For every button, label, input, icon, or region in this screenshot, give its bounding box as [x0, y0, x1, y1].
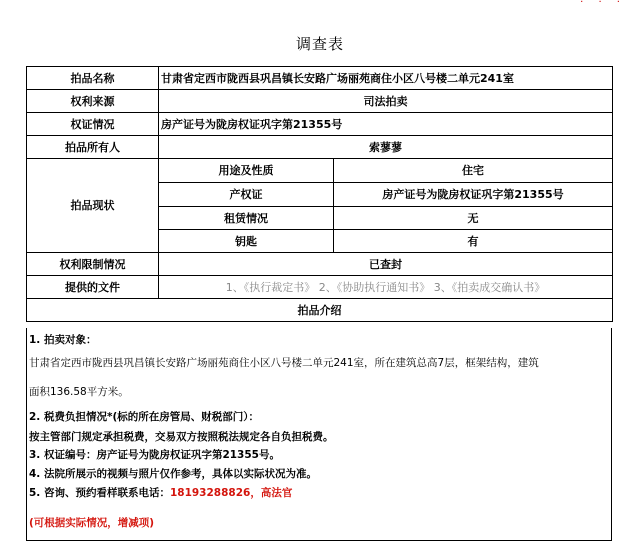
lot-name-value: 甘肃省定西市陇西县巩昌镇长安路广场丽苑商住小区八号楼二单元241室: [159, 67, 613, 90]
restriction-value: 已查封: [159, 253, 613, 276]
intro-line-5: 按主管部门规定承担税费，交易双方按照税法规定各自负担税费。: [29, 431, 334, 443]
intro-line-8: [29, 485, 292, 500]
rights-source-value: 司法拍卖: [159, 90, 613, 113]
page-title: 调查表: [295, 35, 344, 53]
lot-name-row: [27, 67, 613, 90]
certificate-value: 房产证号为陇房权证巩字第21355号: [159, 113, 613, 136]
owner-row: [27, 136, 613, 159]
status-sub-label: 租赁情况: [159, 207, 334, 230]
status-sub-value: 无: [334, 207, 613, 230]
lot-name-label: 拍品名称: [27, 67, 159, 90]
intro-header-row: [27, 299, 613, 322]
status-sub-value: 房产证号为陇房权证巩字第21355号: [334, 183, 613, 207]
intro-line-7: 4. 法院所展示的视频与照片仅作参考，具体以实际状况为准。: [29, 468, 317, 480]
restriction-label: 权利限制情况: [27, 253, 159, 276]
intro-line-2: 甘肃省定西市陇西县巩昌镇长安路广场丽苑商住小区八号楼二单元241室，所在建筑总高7层，框架结构，建筑: [29, 357, 539, 369]
certificate-row: [27, 113, 613, 136]
contact-prefix: 5. 咨询、预约看样联系电话：: [29, 487, 170, 499]
status-sub-label: 用途及性质: [159, 159, 334, 183]
contact-phone: 18193288826，高法官: [169, 487, 293, 499]
intro-line-4: 2. 税费负担情况*(标的所在房管局、财税部门）：: [29, 411, 259, 423]
intro-line-1: 1. 拍卖对象：: [29, 334, 97, 346]
documents-row: [27, 276, 613, 299]
documents-value: 1、《执行裁定书》 2、《协助执行通知书》 3、《拍卖成交确认书》: [159, 276, 613, 299]
owner-label: 拍品所有人: [27, 136, 159, 159]
certificate-label: 权证情况: [27, 113, 159, 136]
status-label: 拍品现状: [27, 159, 159, 253]
documents-label: 提供的文件: [27, 276, 159, 299]
rights-source-row: [27, 90, 613, 113]
restriction-row: [27, 253, 613, 276]
status-sub-label: 产权证: [159, 183, 334, 207]
top-corner-marks: · · ·: [580, 0, 626, 8]
survey-table: [26, 66, 613, 322]
intro-line-6: 3. 权证编号：房产证号为陇房权证巩字第21355号。: [29, 449, 280, 461]
intro-box: [26, 328, 612, 541]
owner-value: 索蓼蓼: [159, 136, 613, 159]
intro-line-3: 面积136.58平方米。: [29, 386, 129, 398]
intro-line-9: (可根据实际情况，增减项): [29, 517, 155, 529]
intro-header: 拍品介绍: [27, 299, 613, 322]
status-sub-value: 住宅: [334, 159, 613, 183]
status-row-usage: [27, 159, 613, 183]
rights-source-label: 权利来源: [27, 90, 159, 113]
status-sub-value: 有: [334, 230, 613, 253]
status-sub-label: 钥匙: [159, 230, 334, 253]
